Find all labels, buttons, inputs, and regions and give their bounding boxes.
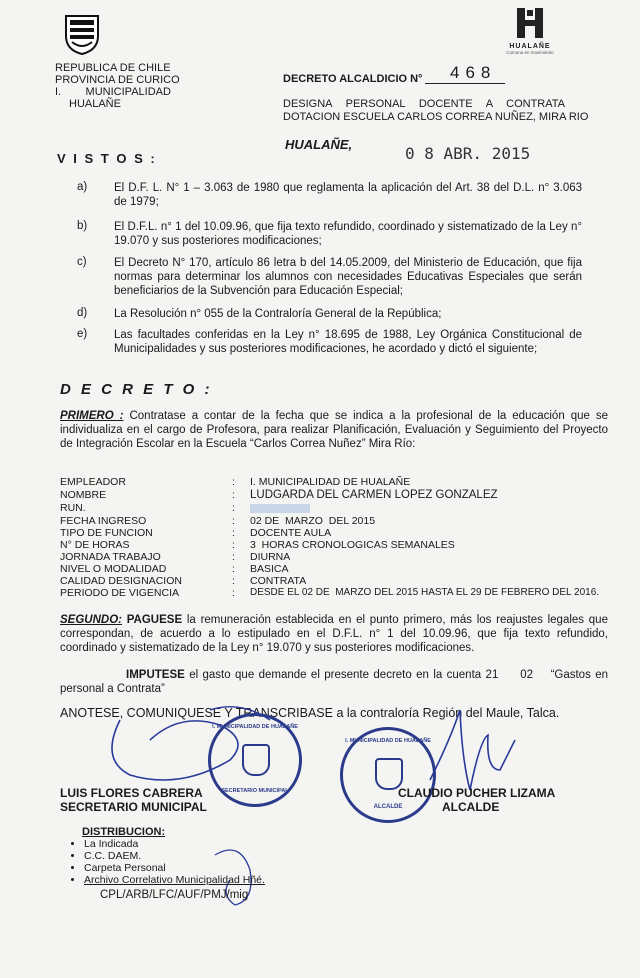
- field-value: I. MUNICIPALIDAD DE HUALAÑE: [250, 476, 411, 488]
- list-item: • Archivo Correlativo Municipalidad Hñé.: [84, 874, 265, 886]
- logo-text: HUALAÑE: [509, 43, 551, 50]
- primero-paragraph: [60, 409, 608, 451]
- imputese-text: el gasto que demande el presente decreto en la cuenta 21 02 “Gastos en personal a Contrata”: [60, 669, 612, 695]
- field-row: PERIODO DE VIGENCIA : DESDE EL 02 DE MARZO DEL 2015 HASTA EL 29 DE FEBRERO DEL 2016.: [60, 587, 600, 599]
- secretary-seal: [208, 713, 302, 807]
- field-key: TIPO DE FUNCION: [60, 527, 153, 539]
- initials: CPL/ARB/LFC/AUF/PMJ/mig: [100, 889, 249, 901]
- imputese-paragraph: [60, 668, 612, 696]
- issuer-line: I. MUNICIPALIDAD: [55, 86, 171, 98]
- field-value: DIURNA: [250, 551, 291, 563]
- item-label: c): [77, 256, 87, 268]
- anotese-line: ANOTESE, COMUNIQUESE Y TRANSCRIBASE a la contraloría Región del Maule, Talca.: [60, 706, 560, 720]
- field-key: EMPLEADOR: [60, 476, 126, 488]
- seal-text: SECRETARIO MUNICIPAL: [221, 788, 289, 794]
- seal-text: I. MUNICIPALIDAD DE HUALAÑE: [212, 724, 298, 730]
- vistos-heading: V I S T O S :: [57, 151, 157, 166]
- mayor-seal: [340, 727, 436, 823]
- field-key: JORNADA TRABAJO: [60, 551, 161, 563]
- seal-text: I. MUNICIPALIDAD DE HUALAÑE: [345, 738, 431, 744]
- mayor-title: ALCALDE: [442, 800, 500, 814]
- item-label: e): [77, 328, 88, 340]
- field-key: CALIDAD DESIGNACION: [60, 575, 182, 587]
- issuer-line: PROVINCIA DE CURICO: [55, 74, 180, 86]
- field-key: NOMBRE: [60, 489, 107, 501]
- seal-text: ALCALDE: [373, 804, 403, 810]
- secretary-name: LUIS FLORES CABRERA: [60, 786, 203, 800]
- hualane-logo: [505, 6, 555, 55]
- place: HUALAÑE,: [285, 137, 353, 152]
- imputese-strong: IMPUTESE: [126, 669, 185, 681]
- item-text: La Resolución n° 055 de la Contraloría General de la República;: [114, 308, 442, 320]
- item-text: Las facultades conferidas en la Ley n° 18.695 de 1988, Ley Orgánica Constitucional de Municipalidades y sus posteriores modificaciones, he acordado y dictó el siguiente;: [114, 329, 582, 355]
- list-item: • La Indicada: [84, 838, 265, 850]
- field-row: RUN. :: [60, 502, 620, 514]
- item-label: d): [77, 307, 88, 319]
- segundo-text: la remuneración establecida en el punto primero, más los reajustes legales que correspondan, de acuerdo a lo estipulado en el D.F.L. n° 1 del 10.09.96, que fija texto refundido, coordinado y sistematizado de la Ley n° 19.070 y sus posteriores modificaciones.: [60, 614, 608, 654]
- list-item: • Carpeta Personal: [84, 862, 265, 874]
- subject-line: DESIGNA PERSONAL DOCENTE A CONTRATA: [283, 98, 565, 110]
- field-key: PERIODO DE VIGENCIA: [60, 587, 180, 599]
- decree-label: DECRETO ALCALDICIO N°: [283, 73, 423, 85]
- field-value: 02 DE MARZO DEL 2015: [250, 515, 376, 527]
- field-value: BASICA: [250, 563, 289, 575]
- field-key: N° DE HORAS: [60, 539, 130, 551]
- list-item: • C.C. DAEM.: [84, 850, 265, 862]
- field-row: CALIDAD DESIGNACION : CONTRATA: [60, 575, 307, 587]
- field-row: EMPLEADOR : I. MUNICIPALIDAD DE HUALAÑE: [60, 476, 411, 488]
- item-label: a): [77, 181, 88, 193]
- field-value: CONTRATA: [250, 575, 307, 587]
- date-stamp: 0 8 ABR. 2015: [405, 144, 531, 163]
- primero-text: Contratase a contar de la fecha que se indica a la profesional de la educación que se individualiza en el cargo de Profesora, para realizar Planificación, Evaluación y Seguimiento del Proyecto de Integración Escolar en la Escuela “Carlos Correa Nuñez” Mira Río:: [60, 410, 608, 450]
- logo-subtext: Comuna en movimiento: [506, 50, 554, 55]
- field-row: TIPO DE FUNCION : DOCENTE AULA: [60, 527, 332, 539]
- field-value: LUDGARDA DEL CARMEN LOPEZ GONZALEZ: [250, 489, 498, 501]
- item-text: El D.F.L. n° 1 del 10.09.96, que fija texto refundido, coordinado y sistematizado de la Ley n° 19.070 y sus posteriores modificaciones;: [114, 221, 582, 247]
- item-text: El Decreto N° 170, artículo 86 letra b del 14.05.2009, del Ministerio de Educación, que fija normas para determinar los alumnos con necesidades Educativas Especiales que serán beneficiarios de la Subvención para Educación Especial;: [114, 257, 582, 297]
- decreto-heading: D E C R E T O :: [60, 381, 213, 398]
- field-value: 3 HORAS CRONOLOGICAS SEMANALES: [250, 539, 455, 551]
- field-key: FECHA INGRESO: [60, 515, 147, 527]
- field-value: DOCENTE AULA: [250, 527, 332, 539]
- field-row: NOMBRE : LUDGARDA DEL CARMEN LOPEZ GONZALEZ: [60, 489, 498, 501]
- distribucion-heading: DISTRIBUCION:: [82, 826, 166, 838]
- issuer-line: REPUBLICA DE CHILE: [55, 62, 171, 74]
- decree-number: 468: [450, 63, 497, 82]
- hualane-h-icon: [513, 6, 547, 40]
- segundo-label: SEGUNDO:: [60, 614, 122, 626]
- field-value: DESDE EL 02 DE MARZO DEL 2015 HASTA EL 29 DE FEBRERO DEL 2016.: [250, 587, 600, 598]
- segundo-paragraph: [60, 613, 608, 655]
- subject-line: DOTACION ESCUELA CARLOS CORREA NUÑEZ, MIRA RIO: [283, 111, 589, 123]
- seal-emblem: [242, 744, 270, 776]
- primero-label: PRIMERO :: [60, 410, 124, 422]
- segundo-strong: PAGUESE: [126, 614, 183, 626]
- field-row: JORNADA TRABAJO : DIURNA: [60, 551, 291, 563]
- field-key: NIVEL O MODALIDAD: [60, 563, 167, 575]
- item-text: El D.F. L. N° 1 – 3.063 de 1980 que reglamenta la aplicación del Art. 38 del D.L. n° 3.063 de 1979;: [114, 182, 582, 208]
- municipal-crest-logo: [62, 12, 102, 56]
- secretary-title: SECRETARIO MUNICIPAL: [60, 800, 207, 814]
- redacted-run: [250, 504, 310, 513]
- decree-number-underline: [425, 83, 505, 84]
- distribucion-list: [66, 838, 265, 886]
- item-label: b): [77, 220, 88, 232]
- issuer-line: HUALAÑE: [69, 98, 121, 110]
- field-row: FECHA INGRESO : 02 DE MARZO DEL 2015: [60, 515, 376, 527]
- field-row: N° DE HORAS : 3 HORAS CRONOLOGICAS SEMANALES: [60, 539, 455, 551]
- mayor-name: CLAUDIO PUCHER LIZAMA: [398, 786, 556, 800]
- field-row: NIVEL O MODALIDAD : BASICA: [60, 563, 289, 575]
- issuer-block: [55, 62, 180, 110]
- field-key: RUN.: [60, 502, 86, 514]
